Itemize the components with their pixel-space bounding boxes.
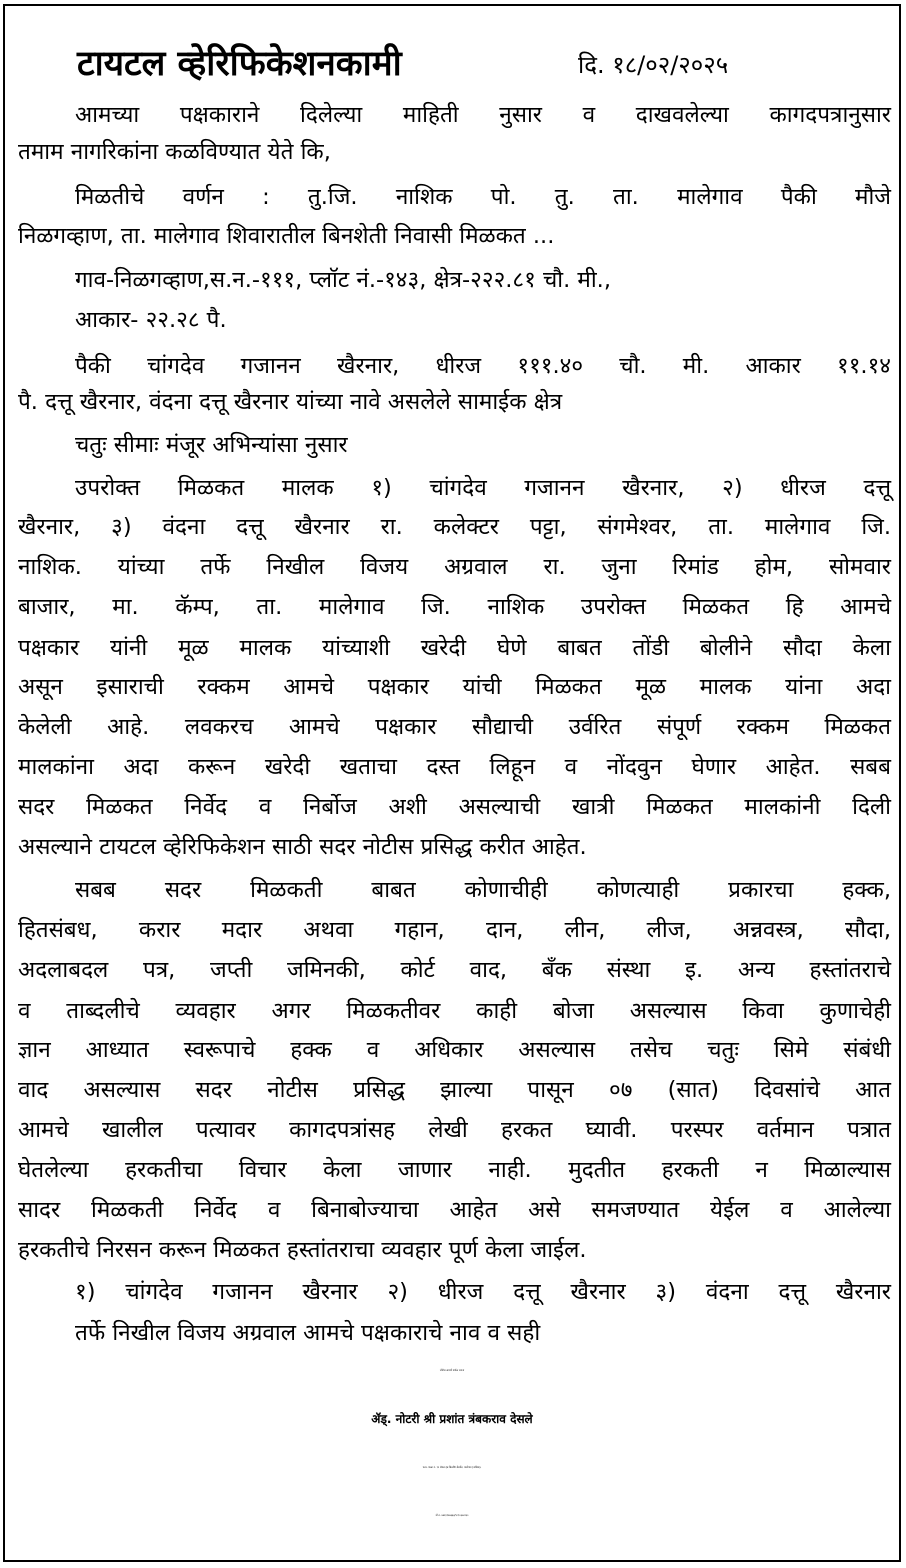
notice-line: नोटीस आमचे मार्फत रवाना [439,1369,465,1372]
notice-line: सादर मिळकती निर्वेद व बिनाबोज्याचा आहेत असे समजण्यात येईल व आलेल्या [18,1197,891,1223]
notice-line: बाजार, मा. कॅम्प, ता. मालेगाव जि. नाशिक उपरोक्त मिळकत हि आमचे [18,594,891,620]
notice-line: मिळतीचे वर्णन : तु.जि. नाशिक पो. तु. ता. मालेगाव पैकी मौजे [75,184,891,210]
notice-line: घेतलेल्या हरकतीचा विचार केला जाणार नाही. मुदतीत हरकती न मिळाल्यास [18,1157,891,1183]
notice-line: ज्ञान आध्यात स्वरूपाचे हक्क व अधिकार असल्यास तसेच चतुः सिमे संबंधी [18,1037,891,1063]
notice-line: तर्फे निखील विजय अग्रवाल आमचे पक्षकाराचे नाव व सही [75,1320,541,1346]
notice-line: पक्षकार यांनी मूळ मालक यांच्याशी खरेदी घेणे बाबत तोंडी बोलीने सौदा केला [18,635,891,661]
notice-line: खैरनार, ३) वंदना दत्तू खैरनार रा. कलेक्टर पट्टा, संगमेश्वर, ता. मालेगाव जि. [18,514,891,540]
notice-line: हरकतीचे निरसन करून मिळकत हस्तांतराचा व्यवहार पूर्ण केला जाईल. [18,1237,587,1263]
notice-line: निळगव्हाण, ता. मालेगाव शिवारातील बिनशेती निवासी मिळकत ... [18,223,555,249]
advocate-mobile: मो.न. ७७६९९७७३३३/९८९०३५४२६० [435,1514,469,1517]
notice-line: अदलाबदल पत्र, जप्ती जमिनकी, कोर्ट वाद, बँक संस्था इ. अन्य हस्तांतराचे [18,957,891,983]
notice-line: हितसंबध, करार मदार अथवा गहान, दान, लीन, लीज, अन्नवस्त्र, सौदा, [18,917,891,943]
notice-line: मालकांना अदा करून खरेदी खताचा दस्त लिहून व नोंदवुन घेणार आहेत. सबब [18,754,891,780]
notice-line: १) चांगदेव गजानन खैरनार २) धीरज दत्तू खैरनार ३) वंदना दत्तू खैरनार [75,1279,891,1305]
advocate-address: पत्ता- गाळा नं. १२ रॉयल हब बिल्डींग बेसमेंट, मालेगाव (नाशिक). [422,1466,482,1469]
notice-line: आकार- २२.२८ पै. [75,307,227,333]
notice-line: सदर मिळकत निर्वेद व निर्बोज अशी असल्याची खात्री मिळकत मालकांनी दिली [18,794,891,820]
notice-line: असून इसाराची रक्कम आमचे पक्षकार यांची मिळकत मूळ मालक यांना अदा [18,674,891,700]
notice-line: केलेली आहे. लवकरच आमचे पक्षकार सौद्याची उर्वरित संपूर्ण रक्कम मिळकत [18,714,891,740]
notice-line: व ताब्दलीचे व्यवहार अगर मिळकतीवर काही बोजा असल्यास किवा कुणाचेही [18,998,891,1024]
advocate-name: ॲड्. नोटरी श्री प्रशांत त्रंबकराव देसले [371,1412,533,1426]
notice-line: नाशिक. यांच्या तर्फे निखील विजय अग्रवाल रा. जुना रिमांड होम, सोमवार [18,554,891,580]
notice-line: गाव-निळगव्हाण,स.न.-१११, प्लॉट नं.-१४३, क्षेत्र-२२२.८१ चौ. मी., [75,267,611,293]
notice-line: आमचे खालील पत्यावर कागदपत्रांसह लेखी हरकत घ्यावी. परस्पर वर्तमान पत्रात [18,1117,891,1143]
notice-line: पैकी चांगदेव गजानन खैरनार, धीरज १११.४० चौ. मी. आकार ११.१४ [75,353,891,379]
notice-line: चतुः सीमाः मंजूर अभिन्यांसा नुसार [75,432,348,458]
notice-line: वाद असल्यास सदर नोटीस प्रसिद्ध झाल्या पासून ०७ (सात) दिवसांचे आत [18,1077,891,1103]
notice-line: उपरोक्त मिळकत मालक १) चांगदेव गजानन खैरनार, २) धीरज दत्तू [75,475,891,501]
notice-line: पै. दत्तू खैरनार, वंदना दत्तू खैरनार यांच्या नावे असलेले सामाईक क्षेत्र [18,389,563,415]
notice-heading: टायटल व्हेरिफिकेशनकामी [77,44,402,84]
notice-line: आमच्या पक्षकाराने दिलेल्या माहिती नुसार व दाखवलेल्या कागदपत्रानुसार [75,102,891,128]
legal-notice [3,4,901,1562]
notice-date: दि. १८/०२/२०२५ [578,51,729,79]
notice-line: सबब सदर मिळकती बाबत कोणाचीही कोणत्याही प्रकारचा हक्क, [75,877,891,903]
notice-line: तमाम नागरिकांना कळविण्यात येते कि, [18,139,331,165]
notice-line: असल्याने टायटल व्हेरिफिकेशन साठी सदर नोटीस प्रसिद्ध करीत आहेत. [18,834,587,860]
